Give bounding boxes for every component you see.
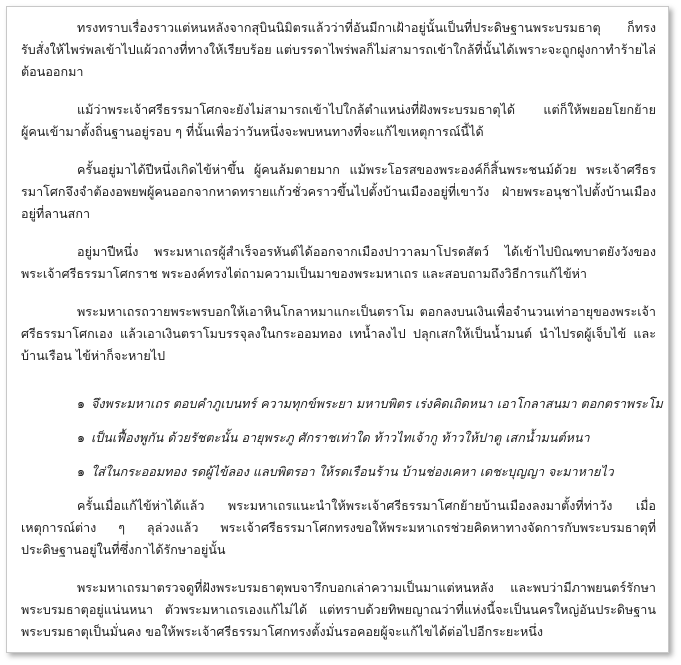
paragraph-6: ครั้นเมื่อแก้ไข้ห่าได้แล้ว พระมหาเถรแนะนำให้พระเจ้าศรีธรรมาโศกย้ายบ้านเมืองลงมาตั้งที่ท่าวัง เมื่อเหตุการณ์ต่าง ๆ ลุล่วงแล้ว พระเจ้าศรีธรรมาโศกทรงขอให้พระมหาเถรช่วยคิดหาทางจัดการกับพระบรมธาตุที่ประดิษฐานอยู่ในที่ซึ่งกาได้รักษาอยู่นั้น [21,498,656,557]
paragraph-2: แม้ว่าพระเจ้าศรีธรรมาโศกจะยังไม่สามารถเข้าไปใกล้ตำแหน่งที่ฝังพระบรมธาตุได้ แต่ก็ให้พยอยโยกย้ายผู้คนเข้ามาตั้งถิ่นฐานอยู่รอบ ๆ ที่นั้นเพื่อว่าวันหนึ่งจะพบหนทางที่จะแก้ไขเหตุการณ์นี้ได้ [21,102,656,139]
paragraph-7: พระมหาเถรมาตรวจดูที่ฝังพระบรมธาตุพบจารึกบอกเล่าความเป็นมาแต่หนหลัง และพบว่ามีภาพยนตร์รักษาพระบรมธาตุอยู่แน่นหนา ตัวพระมหาเถรเองแก้ไม่ได้ แต่ทราบด้วยทิพยญาณว่าที่แห่งนี้จะเป็นนครใหญ่อันประดิษฐานพระบรมธาตุเป็นมั่นคง ขอให้พระเจ้าศรีธรรมาโศกทรงตั้งมั่นรอคอยผู้จะแก้ไขได้ต่อไปอีกระยะหนึ่ง [21,580,656,639]
document-body [21,17,663,643]
verse-line-1 [21,393,663,415]
paragraph-1: ทรงทราบเรื่องราวแต่หนหลังจากสุบินนิมิตรแล้วว่าที่อันมีกาเฝ้าอยู่นั้นเป็นที่ประดิษฐานพระบรมธาตุ ก็ทรงรับสั่งให้ไพร่พลเข้าไปแผ้วถางที่ทางให้เรียบร้อย แต่บรรดาไพร่พลก็ไม่สามารถเข้าใกล้ที่นั้นได้เพราะจะถูกฝูงกาทำร้ายไล่ต้อนออกมา [21,20,656,79]
verse-line-2 [21,427,656,449]
document-frame [6,6,669,653]
verse-bullet: ๑ [77,430,85,445]
verse-list [21,393,663,483]
verse-text: จึงพระมหาเถร ตอบคำภูเบนทร์ ความทุกข์พระยา มหาบพิตร เร่งคิดเถิดหนา เอาโกลาสนมา ตอกตราพระโม [91,396,663,411]
verse-text: เป็นเฟื้องพูกัน ด้วยรัชตะนั้น อายุพระภู ศักราชเท่าใด ท้าวไทเจ้ากู ท้าวให้ปาตู เสกน้ำมนต์หนา [91,430,590,445]
paragraph-5: พระมหาเถรถวายพระพรบอกให้เอาหินโกลาหมาแกะเป็นตราโม ตอกลงบนเงินเพื่อจำนวนเท่าอายุของพระเจ้าศรีธรรมาโศกเอง แล้วเอาเงินตราโมบรรจุลงในกระออมทอง เทน้ำลงไป ปลุกเสกให้เป็นน้ำมนต์ นำไปรดผู้เจ็บไข้ และบ้านเรือน ไข้ห่าก็จะหายไป [21,304,656,363]
paragraph-3: ครั้นอยู่มาได้ปีหนึ่งเกิดไข้ห่าขึ้น ผู้คนล้มตายมาก แม้พระโอรสของพระองค์ก็สิ้นพระชนม์ด้วย พระเจ้าศรีธรรมาโศกจึงจำต้องอพยพผู้คนออกจากหาดทรายแก้วชั่วคราวขึ้นไปตั้งบ้านเมืองอยู่ที่เขาวัง ฝ่ายพระอนุชาไปตั้งบ้านเมืองอยู่ที่ลานสกา [21,162,656,221]
verse-bullet: ๑ [77,396,85,411]
verse-text: ใส่ในกระออมทอง รดผู้ไข้ลอง แลบพิตรอา ให้รดเรือนร้าน บ้านช่องเคหา เดชะบุญญา จะมาหายไว [91,464,614,479]
verse-bullet: ๑ [77,464,85,479]
verse-line-3 [21,461,656,483]
paragraph-4: อยู่มาปีหนึ่ง พระมหาเถรผู้สำเร็จอรหันต์ได้ออกจากเมืองปาวาลมาโปรดสัตว์ ได้เข้าไปบิณฑบาตยังวังของพระเจ้าศรีธรรมาโศกราช พระองค์ทรงไต่ถามความเป็นมาของพระมหาเถร และสอบถามถึงวิธีการแก้ไข้ห่า [21,244,656,281]
